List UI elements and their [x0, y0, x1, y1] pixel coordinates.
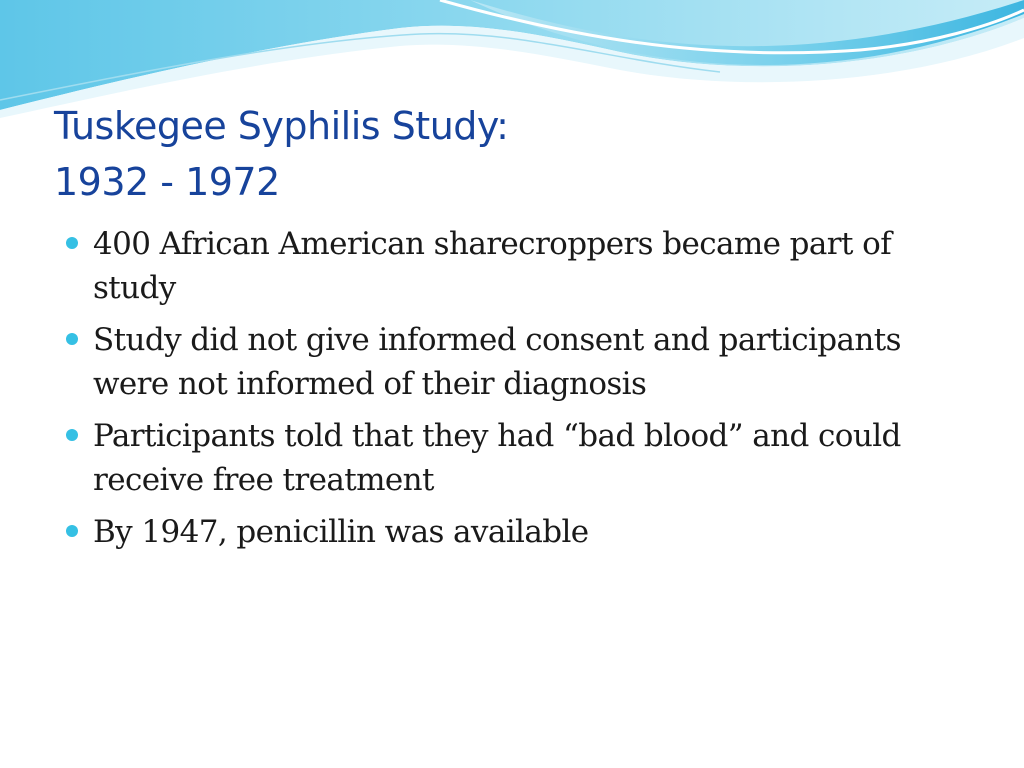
bullet-item [60, 318, 960, 406]
bullet-text: Participants told that they had “bad blood” and could receive free treatment [93, 418, 901, 498]
bullet-list [60, 222, 960, 562]
bullet-dot-icon [66, 429, 78, 441]
slide-title [54, 98, 954, 210]
bullet-dot-icon [66, 237, 78, 249]
bullet-dot-icon [66, 525, 78, 537]
title-line-2: 1932 - 1972 [54, 160, 280, 204]
bullet-text: 400 African American sharecroppers became part of study [93, 226, 892, 306]
bullet-dot-icon [66, 333, 78, 345]
bullet-item [60, 222, 960, 310]
bullet-item [60, 510, 960, 554]
bullet-text: Study did not give informed consent and participants were not informed of their diagnosis [93, 322, 901, 402]
title-line-1: Tuskegee Syphilis Study: [54, 104, 509, 148]
bullet-text: By 1947, penicillin was available [93, 514, 589, 550]
bullet-item [60, 414, 960, 502]
